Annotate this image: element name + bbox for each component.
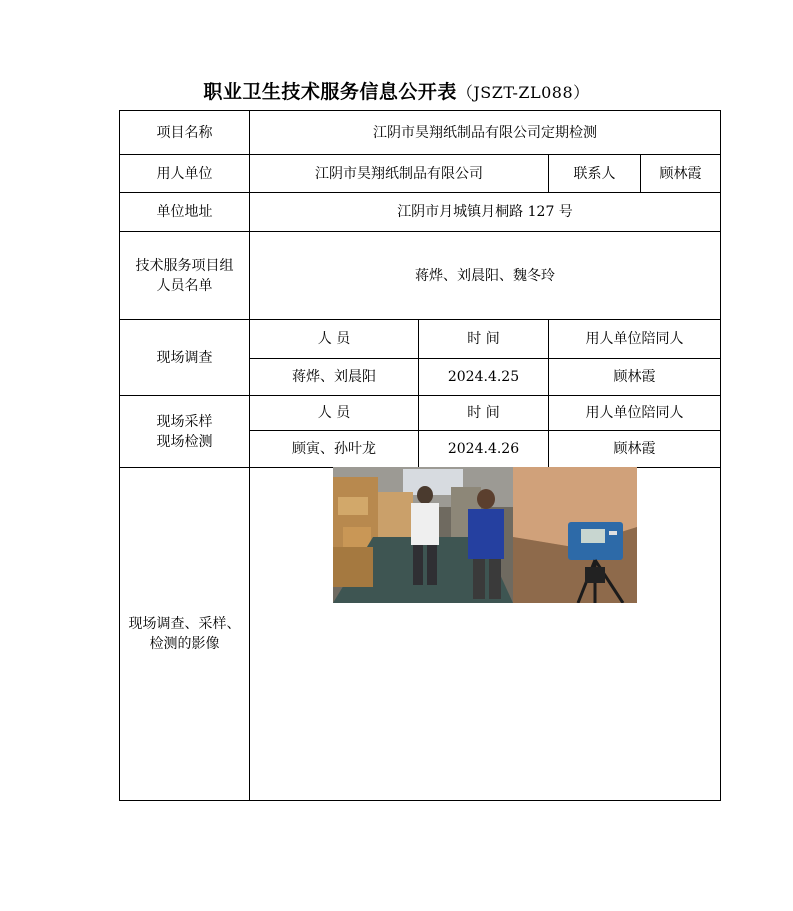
form-code: （JSZT-ZL088） (456, 83, 590, 102)
team-value: 蒋烨、刘晨阳、魏冬玲 (250, 232, 721, 320)
sampling-device-photo (513, 467, 637, 603)
sampling-person: 顾寅、孙叶龙 (250, 431, 419, 468)
sampling-header-time: 时 间 (419, 396, 549, 431)
images-cell (250, 468, 721, 801)
address-value: 江阴市月城镇月桐路 127 号 (250, 193, 721, 232)
employer-label: 用人单位 (120, 155, 250, 193)
row-employer (120, 155, 721, 193)
employer-value: 江阴市昊翔纸制品有限公司 (250, 155, 549, 193)
images-label-line1: 现场调查、采样、 (128, 616, 241, 632)
sampling-header-escort: 用人单位陪同人 (549, 396, 721, 431)
project-name-value: 江阴市昊翔纸制品有限公司定期检测 (250, 111, 721, 155)
row-survey-header (120, 320, 721, 359)
row-team (120, 232, 721, 320)
sampling-header-person: 人 员 (250, 396, 419, 431)
team-label-line1: 技术服务项目组 (135, 257, 234, 274)
survey-person: 蒋烨、刘晨阳 (250, 359, 419, 396)
sampling-label (120, 396, 250, 468)
survey-header-time: 时 间 (419, 320, 549, 359)
row-project-name (120, 111, 721, 155)
images-label (120, 468, 250, 801)
survey-time: 2024.4.25 (419, 359, 549, 396)
warehouse-photo (333, 467, 513, 603)
sampling-time: 2024.4.26 (419, 431, 549, 468)
row-images (120, 468, 721, 801)
team-label (120, 232, 250, 320)
survey-label: 现场调查 (120, 320, 250, 396)
survey-header-person: 人 员 (250, 320, 419, 359)
project-name-label: 项目名称 (120, 111, 250, 155)
team-label-line2: 人员名单 (156, 277, 213, 294)
sampling-label-line2: 现场检测 (156, 433, 213, 450)
row-address (120, 193, 721, 232)
form-title (0, 77, 793, 104)
sampling-escort: 顾林霞 (549, 431, 721, 468)
sampling-label-line1: 现场采样 (156, 413, 213, 430)
images-label-line2: 检测的影像 (149, 636, 220, 652)
survey-header-escort: 用人单位陪同人 (549, 320, 721, 359)
survey-escort: 顾林霞 (549, 359, 721, 396)
row-sampling-header (120, 396, 721, 431)
address-label: 单位地址 (120, 193, 250, 232)
contact-value: 顾林霞 (641, 155, 721, 193)
contact-label: 联系人 (549, 155, 641, 193)
site-photos (333, 467, 637, 603)
title-text: 职业卫生技术服务信息公开表 (203, 81, 457, 103)
info-table (119, 110, 721, 801)
